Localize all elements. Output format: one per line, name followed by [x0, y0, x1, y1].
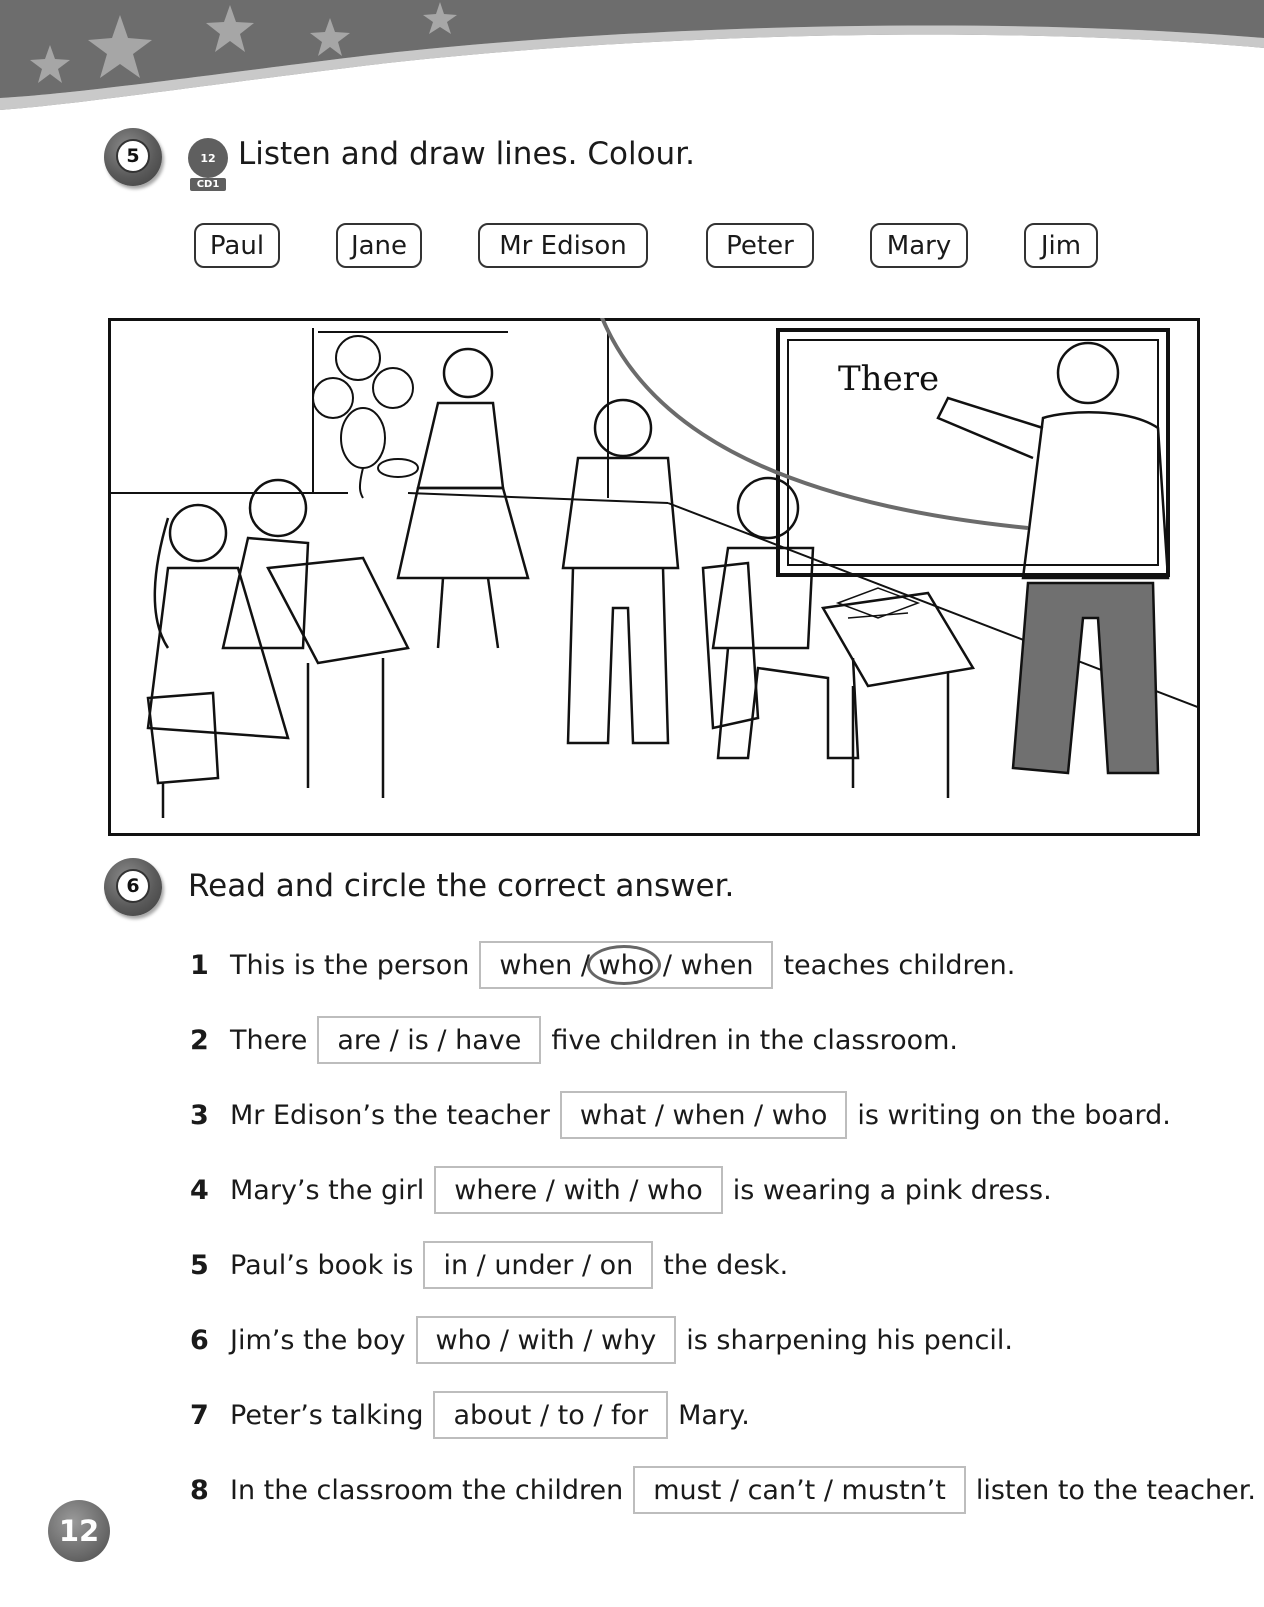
name-tag-paul[interactable]: Paul — [194, 223, 280, 268]
question-row — [190, 1015, 958, 1065]
question-text-before: Mary’s the girl — [230, 1174, 425, 1206]
exercise-number: 6 — [116, 869, 150, 903]
question-text-after: Mary. — [678, 1399, 750, 1431]
question-text-before: Peter’s talking — [230, 1399, 424, 1431]
question-row — [190, 1165, 1052, 1215]
answer-options[interactable] — [317, 1016, 541, 1064]
page-number: 12 — [48, 1500, 110, 1562]
name-tag-peter[interactable]: Peter — [706, 223, 814, 268]
question-text-before: Paul’s book is — [230, 1249, 414, 1281]
question-number: 1 — [190, 949, 209, 981]
exercise-number-badge — [104, 128, 162, 186]
classroom-illustration[interactable] — [108, 318, 1200, 836]
name-tag-mary[interactable]: Mary — [870, 223, 968, 268]
question-number: 2 — [190, 1024, 209, 1056]
question-text-before: This is the person — [230, 949, 470, 981]
exercise5-instruction: Listen and draw lines. Colour. — [238, 136, 695, 172]
question-number: 5 — [190, 1249, 209, 1281]
answer-options[interactable] — [423, 1241, 653, 1289]
answer-options-text: where / with / who — [454, 1174, 703, 1206]
answer-options[interactable] — [434, 1166, 722, 1214]
question-row — [190, 1090, 1171, 1140]
question-text-after: listen to the teacher. — [975, 1474, 1256, 1506]
header-banner — [0, 0, 1264, 125]
name-tag-jim[interactable]: Jim — [1024, 223, 1098, 268]
answer-options-text: who / with / why — [435, 1324, 657, 1356]
track-number: 12 — [188, 138, 228, 178]
exercise6-instruction: Read and circle the correct answer. — [188, 868, 735, 904]
cd-label: CD1 — [190, 178, 226, 191]
question-text-after: teaches children. — [783, 949, 1016, 981]
question-number: 6 — [190, 1324, 209, 1356]
question-row — [190, 1240, 788, 1290]
question-text-after: is writing on the board. — [857, 1099, 1171, 1131]
question-row — [190, 940, 1015, 990]
question-text-before: In the classroom the children — [230, 1474, 624, 1506]
question-text-before: There — [230, 1024, 308, 1056]
answer-options[interactable] — [479, 941, 773, 989]
question-text-after: the desk. — [663, 1249, 789, 1281]
question-number: 3 — [190, 1099, 209, 1131]
board-text: There — [838, 359, 940, 399]
exercise-number-badge — [104, 858, 162, 916]
question-number: 8 — [190, 1474, 209, 1506]
name-tag-jane[interactable]: Jane — [336, 223, 422, 268]
answer-options[interactable] — [416, 1316, 677, 1364]
answer-options[interactable] — [633, 1466, 966, 1514]
question-text-after: is wearing a pink dress. — [732, 1174, 1052, 1206]
name-tag-mr-edison[interactable]: Mr Edison — [478, 223, 648, 268]
question-row — [190, 1390, 750, 1440]
exercise-number: 5 — [116, 139, 150, 173]
question-text-after: five children in the classroom. — [551, 1024, 958, 1056]
answer-options[interactable] — [433, 1391, 668, 1439]
answer-options-text: in / under / on — [443, 1249, 634, 1281]
question-text-after: is sharpening his pencil. — [686, 1324, 1013, 1356]
answer-options-text: must / can’t / mustn’t — [653, 1474, 946, 1506]
answer-options-text: are / is / have — [337, 1024, 522, 1056]
question-number: 7 — [190, 1399, 209, 1431]
answer-options[interactable] — [560, 1091, 847, 1139]
question-row — [190, 1315, 1013, 1365]
audio-track-icon[interactable] — [188, 138, 230, 194]
question-number: 4 — [190, 1174, 209, 1206]
question-text-before: Mr Edison’s the teacher — [230, 1099, 550, 1131]
answer-options-text: when / who / when — [499, 949, 754, 981]
question-text-before: Jim’s the boy — [230, 1324, 406, 1356]
answer-options-text: about / to / for — [453, 1399, 649, 1431]
question-row — [190, 1465, 1256, 1515]
answer-options-text: what / when / who — [579, 1099, 828, 1131]
